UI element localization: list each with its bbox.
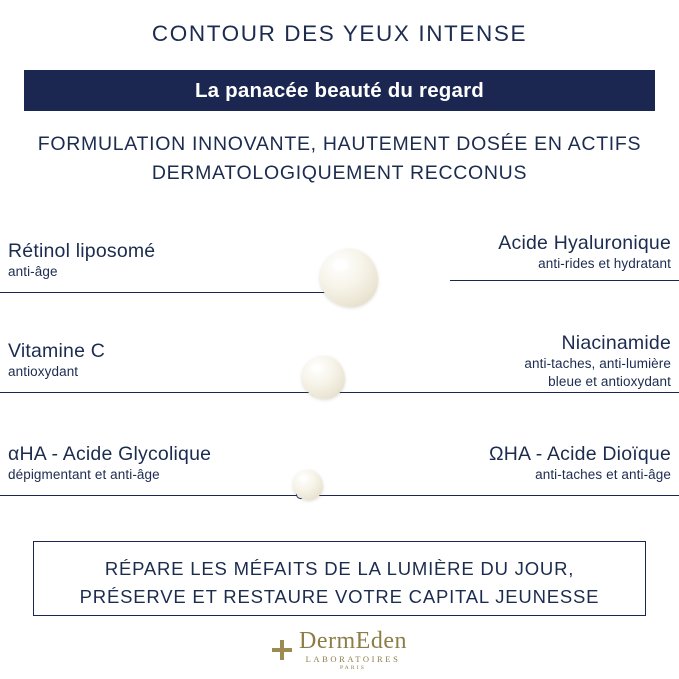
cream-drop-icon xyxy=(302,356,345,399)
connector-line-right xyxy=(330,392,679,393)
ingredient-row xyxy=(0,443,679,529)
ingredient-row xyxy=(0,228,679,314)
ingredient-desc: antioxydant xyxy=(8,364,79,379)
claim-line-2: PRÉSERVE ET RESTAURE VOTRE CAPITAL JEUNESSE xyxy=(79,586,600,607)
connector-line-right xyxy=(316,495,679,496)
ingredient-desc: dépigmentant et anti-âge xyxy=(8,467,160,482)
ingredient-label-right xyxy=(489,443,671,484)
ingredient-name: Vitamine C xyxy=(8,340,106,362)
page-title: CONTOUR DES YEUX INTENSE xyxy=(151,21,528,46)
brand-tagline: LABORATOIRES xyxy=(305,654,401,664)
ingredient-label-right xyxy=(498,232,671,273)
subtitle-line-2: DERMATOLOGIQUEMENT RECCONUS xyxy=(151,162,528,184)
claim-text xyxy=(33,555,646,611)
brand-city: PARIS xyxy=(339,664,367,671)
brand-logo xyxy=(0,628,679,672)
connector-line-left xyxy=(0,495,300,496)
ingredient-desc: anti-taches, anti-lumière xyxy=(524,356,671,371)
brand-name: DermEden xyxy=(299,628,407,654)
ingredient-row xyxy=(0,332,679,424)
connector-line-right xyxy=(450,280,679,281)
brand-logo-text xyxy=(299,629,407,671)
subtitle-line-1: FORMULATION INNOVANTE, HAUTEMENT DOSÉE EN ACTIFS xyxy=(37,133,642,155)
ingredient-name: Niacinamide xyxy=(561,332,671,354)
connector-line-left xyxy=(0,292,338,293)
ingredient-desc-2: bleue et antioxydant xyxy=(548,373,671,389)
ingredient-label-left xyxy=(8,443,211,484)
ingredient-name: Acide Hyaluronique xyxy=(498,232,671,254)
ingredient-label-left xyxy=(8,340,105,381)
cream-drop-icon xyxy=(320,249,378,307)
subtitle xyxy=(0,130,679,188)
ingredient-desc: anti-âge xyxy=(8,264,58,279)
ingredient-name: αHA - Acide Glycolique xyxy=(8,443,212,465)
ingredient-label-right xyxy=(524,332,671,390)
ingredient-desc: anti-taches et anti-âge xyxy=(535,467,671,482)
ingredient-name: ΩHA - Acide Dioïque xyxy=(488,443,671,465)
cross-icon xyxy=(272,640,292,660)
ingredient-name: Rétinol liposomé xyxy=(8,240,156,262)
claim-line-1: RÉPARE LES MÉFAITS DE LA LUMIÈRE DU JOUR, xyxy=(104,558,575,579)
ingredient-label-left xyxy=(8,240,155,281)
cream-drop-icon xyxy=(293,470,323,500)
connector-line-left xyxy=(0,392,314,393)
ingredient-desc: anti-rides et hydratant xyxy=(538,256,671,271)
headline-band-text: La panacée beauté du regard xyxy=(194,79,485,102)
